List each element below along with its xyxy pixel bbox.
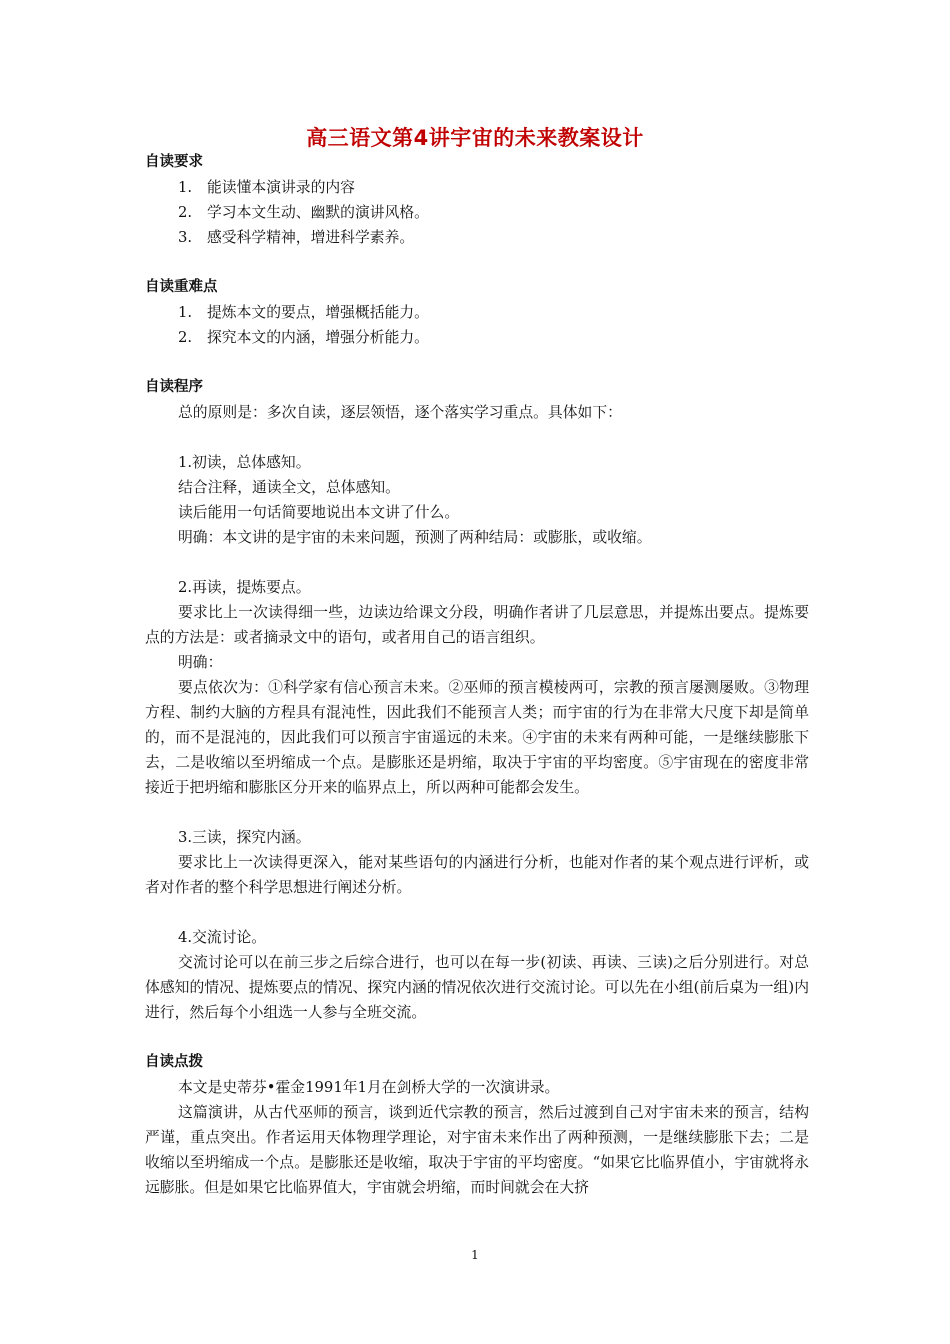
step3-title: 3.三读，探究内涵。 xyxy=(178,829,311,846)
list-item xyxy=(145,200,809,225)
step1-paragraph: 明确：本文讲的是宇宙的未来问题，预测了两种结局：或膨胀，或收缩。 xyxy=(178,529,652,546)
procedure-intro: 总的原则是：多次自读，逐层领悟，逐个落实学习重点。具体如下： xyxy=(178,404,622,421)
section-heading-procedure: 自读程序 xyxy=(145,379,203,395)
list-number: 1. xyxy=(178,304,193,321)
list-number: 2. xyxy=(178,329,193,346)
step4-paragraph: 交流讨论可以在前三步之后综合进行，也可以在每一步(初读、再读、三读)之后分别进行。对总体感知的情况、提炼要点的情况、探究内涵的情况依次进行交流讨论。可以先在小组(前后桌为一组)内进行，然后每个小组选一人参与全班交流。 xyxy=(145,954,809,1021)
page-number: 1 xyxy=(471,1248,479,1262)
step3-paragraph: 要求比上一次读得更深入，能对某些语句的内涵进行分析，也能对作者的某个观点进行评析，或者对作者的整个科学思想进行阐述分析。 xyxy=(145,854,809,896)
list-number: 2. xyxy=(178,204,193,221)
document-body xyxy=(145,150,809,1200)
list-item xyxy=(145,225,809,250)
list-text: 学习本文生动、幽默的演讲风格。 xyxy=(207,204,429,221)
page-title: 高三语文第4讲宇宙的未来教案设计 xyxy=(306,126,644,150)
step1-paragraph: 结合注释，通读全文，总体感知。 xyxy=(178,479,400,496)
list-item xyxy=(145,300,809,325)
step2-paragraph: 明确： xyxy=(178,654,223,671)
step2-title: 2.再读，提炼要点。 xyxy=(178,579,311,596)
section-heading-guidance: 自读点拨 xyxy=(145,1054,203,1070)
section-heading-requirements: 自读要求 xyxy=(145,154,203,170)
requirements-list xyxy=(145,175,809,250)
step1-title: 1.初读，总体感知。 xyxy=(178,454,311,471)
list-text: 感受科学精神，增进科学素养。 xyxy=(207,229,415,246)
list-text: 能读懂本演讲录的内容 xyxy=(207,179,355,196)
step1-paragraph: 读后能用一句话简要地说出本文讲了什么。 xyxy=(178,504,460,521)
list-text: 提炼本文的要点，增强概括能力。 xyxy=(207,304,429,321)
list-number: 3. xyxy=(178,229,193,246)
key-points-list xyxy=(145,300,809,350)
step4-title: 4.交流讨论。 xyxy=(178,929,267,946)
list-item xyxy=(145,175,809,200)
guidance-paragraph: 这篇演讲，从古代巫师的预言，谈到近代宗教的预言，然后过渡到自己对宇宙未来的预言，结构严谨，重点突出。作者运用天体物理学理论，对宇宙未来作出了两种预测，一是继续膨胀下去；二是收缩以至坍缩成一个点。是膨胀还是收缩，取决于宇宙的平均密度。“如果它比临界值小，宇宙就将永远膨胀。但是如果它比临界值大，宇宙就会坍缩，而时间就会在大挤 xyxy=(145,1104,809,1196)
section-heading-key-points: 自读重难点 xyxy=(145,279,218,295)
step2-paragraph: 要求比上一次读得细一些，边读边给课文分段，明确作者讲了几层意思，并提炼出要点。提炼要点的方法是：或者摘录文中的语句，或者用自己的语言组织。 xyxy=(145,604,809,646)
step2-paragraph: 要点依次为：①科学家有信心预言未来。②巫师的预言模棱两可，宗教的预言屡测屡败。③物理方程、制约大脑的方程具有混沌性，因此我们不能预言人类；而宇宙的行为在非常大尺度下却是简单的，而不是混沌的，因此我们可以预言宇宙遥远的未来。④宇宙的未来有两种可能，一是继续膨胀下去，二是收缩以至坍缩成一个点。是膨胀还是坍缩，取决于宇宙的平均密度。⑤宇宙现在的密度非常接近于把坍缩和膨胀区分开来的临界点上，所以两种可能都会发生。 xyxy=(145,679,809,796)
list-text: 探究本文的内涵，增强分析能力。 xyxy=(207,329,429,346)
list-number: 1. xyxy=(178,179,193,196)
list-item xyxy=(145,325,809,350)
guidance-paragraph: 本文是史蒂芬•霍金1991年1月在剑桥大学的一次演讲录。 xyxy=(178,1079,560,1096)
